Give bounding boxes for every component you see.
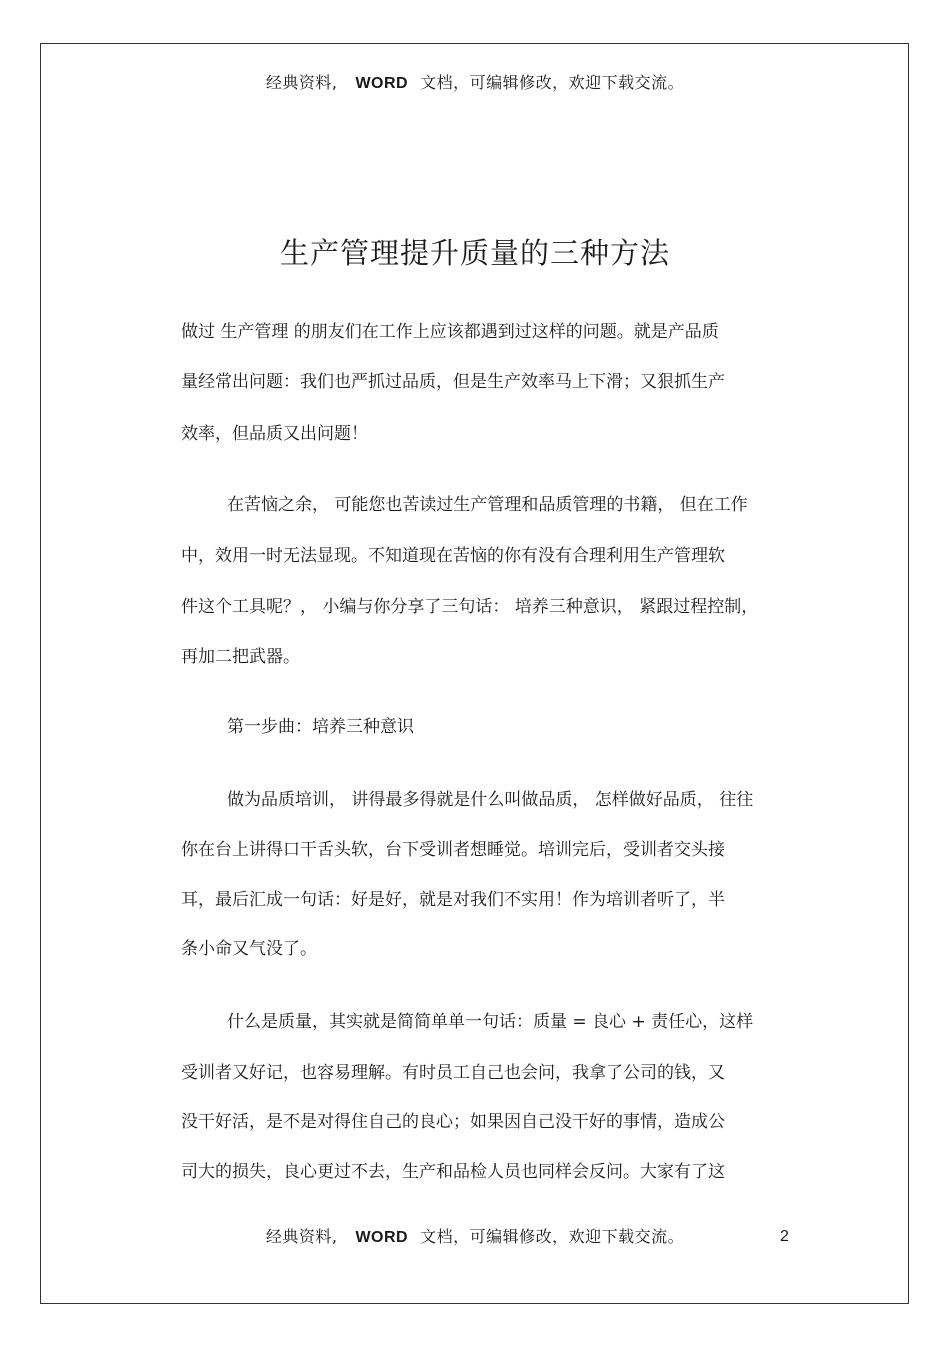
- paragraph-3-line-1: 做为品质培训， 讲得最多得就是什么叫做品质， 怎样做好品质， 往往: [227, 790, 754, 810]
- document-title: 生产管理提升质量的三种方法: [279, 236, 670, 270]
- paragraph-2-line-4: 再加二把武器。: [181, 647, 300, 667]
- paragraph-2-line-2: 中，效用一时无法显现。不知道现在苦恼的你有没有合理利用生产管理软: [181, 546, 725, 566]
- paragraph-4-line-1: 什么是质量，其实就是简简单单一句话：质量 = 良心 + 责任心，这样: [227, 1012, 754, 1032]
- paragraph-2-line-3: 件这个工具呢？， 小编与你分享了三句话： 培养三种意识， 紧跟过程控制，: [181, 597, 759, 617]
- paragraph-1-line-1: 做过 生产管理 的朋友们在工作上应该都遇到过这样的问题。就是产品质: [181, 322, 719, 342]
- page-number: 2: [780, 1228, 789, 1245]
- paragraph-4-line-2: 受训者又好记，也容易理解。有时员工自己也会问，我拿了公司的钱，又: [181, 1063, 725, 1083]
- header-banner: [0, 72, 950, 95]
- header-word-label: WORD: [355, 75, 409, 92]
- paragraph-4-line-4: 司大的损失，良心更过不去，生产和品检人员也同样会反问。大家有了这: [181, 1162, 725, 1182]
- paragraph-1-line-3: 效率，但品质又出问题！: [181, 424, 368, 444]
- paragraph-2-line-1: 在苦恼之余， 可能您也苦读过生产管理和品质管理的书籍， 但在工作: [227, 495, 748, 515]
- footer-banner: [0, 1226, 950, 1249]
- paragraph-3-line-4: 条小命又气没了。: [181, 939, 317, 959]
- header-text-suffix: 文档，可编辑修改，欢迎下载交流。: [420, 73, 685, 92]
- paragraph-1-line-2: 量经常出问题：我们也严抓过品质，但是生产效率马上下滑；又狠抓生产: [181, 372, 725, 392]
- footer-word-label: WORD: [355, 1229, 409, 1246]
- paragraph-3-line-3: 耳，最后汇成一句话：好是好，就是对我们不实用！作为培训者听了，半: [181, 890, 725, 910]
- footer-text-suffix: 文档，可编辑修改，欢迎下载交流。: [420, 1227, 685, 1246]
- paragraph-3-line-2: 你在台上讲得口干舌头软，台下受训者想睡觉。培训完后，受训者交头接: [181, 840, 725, 860]
- footer-text-prefix: 经典资料,: [265, 1227, 338, 1246]
- section-heading: 第一步曲：培养三种意识: [227, 717, 414, 737]
- paragraph-4-line-3: 没干好活，是不是对得住自己的良心；如果因自己没干好的事情，造成公: [181, 1112, 725, 1132]
- header-text-prefix: 经典资料,: [265, 73, 338, 92]
